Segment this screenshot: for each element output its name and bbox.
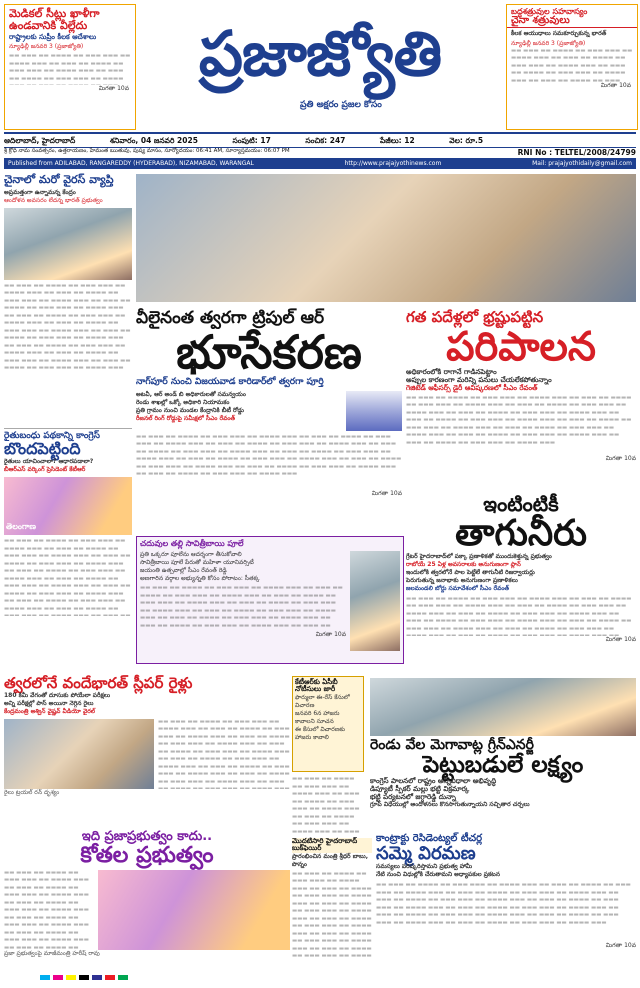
govt-body — [4, 870, 94, 950]
gov-body — [406, 395, 636, 455]
train-caption: రైలు ట్రయల్ రన్ దృశ్యం — [4, 788, 60, 796]
rythu-story — [4, 428, 132, 629]
reg-swatch — [118, 975, 128, 980]
bookfair-body — [292, 871, 372, 961]
rythu-body — [4, 538, 132, 616]
strike-body — [376, 882, 636, 942]
left-teaser-byline: న్యూఢిల్లీ జనవరి 3 (ప్రజాజ్యోతి) — [9, 43, 84, 51]
bookfair-head: మొదటిసారి హైదరాబాద్ బుక్‌ఫెయిర్ — [292, 838, 372, 853]
ktr-acb-l1: ఫార్ములా ఈ-రేస్ కేసులో విచారణ — [295, 693, 350, 709]
governance-story — [406, 310, 636, 490]
reg-swatch — [79, 975, 89, 980]
green-sub4: గ్రూప్ విధేయుల్లో ఆందోళనలు కొనసాగుతున్నాయని సచ్చితార చర్చలు — [370, 800, 530, 808]
train-sub1: 180 కిమీ వేగంతో దూసుకు పోయేలా పరీక్షలు — [4, 691, 111, 699]
tagline-text: ప్రతి అక్షరం ప్రజల కోసం — [300, 100, 382, 110]
savitribai-l1: ప్రతి ఒక్కరూ పూలేను ఆదర్శంగా తీసుకోవాలి — [140, 551, 242, 559]
green-sub3: భట్టి పర్యటనలో జగ్గారెడ్డి దున్నా — [370, 792, 456, 801]
reg-swatch — [53, 975, 63, 980]
lead-sub-row — [136, 391, 402, 431]
gov-sub1: అధికారంలోకి రాగానే గాడినపెట్టాం — [406, 367, 497, 376]
savitribai-photo — [350, 551, 400, 651]
train-head: త్వరలోనే వందేభారత్ స్లీపర్ రైళ్లు — [4, 674, 193, 692]
savitribai-l2: సావిత్రీబాయి పూలే పేరుతో మహిళా యూనివర్సిటీ — [140, 559, 254, 567]
china-virus-story — [4, 174, 132, 424]
water-sub2: రాబోయే 25 ఏళ్ల అవసరాలకు అనుగుణంగా ప్లాన్ — [406, 560, 521, 568]
green-big: పెట్టుబడులే లక్ష్యం — [422, 751, 584, 778]
top-event-photo — [136, 174, 636, 302]
bookfair-story — [292, 838, 372, 968]
green-top: రెండు వేల మెగావాట్ల గ్రీన్ఎనర్జీ — [370, 737, 534, 753]
left-teaser-headline: మెడికల్ సీట్లు ఖాళీగా ఉండవానికి వీల్లేదు — [9, 7, 100, 32]
dateline-volume: సంపుటి: 17 — [232, 136, 271, 145]
savitribai-head: చదువుల తల్లి సావిత్రీబాయి పూలే — [140, 539, 244, 548]
ktr-photo — [4, 477, 132, 535]
dateline-pages: పేజీలు: 12 — [379, 136, 415, 145]
strike-more: మిగతా 10వ — [605, 942, 636, 950]
green-sub2: డిప్యూటీ స్పీకర్ మల్లు భట్టి విక్రమార్క — [370, 784, 470, 793]
ktr-acb-body — [292, 776, 364, 836]
lead-body — [136, 434, 402, 490]
train-sub2: అన్ని పరీక్షల్లో పాస్ అయినా నెగ్గిన రైలు — [4, 699, 94, 707]
meeting-photo — [370, 678, 636, 736]
right-teaser-box — [506, 4, 638, 130]
water-sub3: ఇందులోకి త్వరలోనే పాల పెట్టేలే తాగునీటి రిజర్వాయర్లు — [406, 568, 535, 576]
rythu-sub-2: బీఆర్ఎస్ వర్కింగ్ ప్రెసిడెంట్ కేటీఆర్ — [4, 466, 86, 474]
savitribai-row — [137, 551, 403, 651]
right-teaser-body — [511, 48, 633, 82]
bookfair-sub: ప్రారంభించిన మంత్రి శ్రీధర్ బాబు, పొన్నం — [292, 852, 368, 868]
govt-photo — [98, 870, 290, 950]
lead-sub4: ప్రతి గ్రామం నుంచి మండల కేంద్రానికి బీటీ రోడ్డు — [136, 406, 245, 414]
water-big: తాగునీరు — [455, 513, 587, 554]
reg-swatch — [40, 975, 50, 980]
dateline-issue: సంచిక: 247 — [305, 136, 346, 145]
ktr-photo-caption: తెలంగాణ — [6, 522, 36, 532]
savitribai-box — [136, 536, 404, 664]
water-body — [406, 596, 636, 636]
train-sub3: కేంద్రమంత్రి అశ్విన్ వైష్ణవ్ వీడియో వైరల్ — [4, 707, 96, 715]
masthead-title: ప్రజాజ్యోతి — [198, 17, 442, 90]
left-teaser-body — [9, 53, 131, 85]
lead-small-headline: వీలైనంత త్వరగా ట్రిపుల్ ఆర్ — [136, 308, 325, 328]
lead-sub3: రెండు శాఖల్లో ఒక్కో అధికారి నియామకం — [136, 398, 230, 406]
gov-big: పరిపాలన — [446, 323, 596, 370]
china-photo — [4, 208, 132, 280]
gov-top: గత పదేళ్లలో భ్రష్టుపట్టిన — [406, 308, 544, 326]
gov-more: మిగతా 10వ — [605, 454, 636, 462]
strike-top: కాంట్రాక్టు రెసిడెంట్యల్ టీచర్ల — [376, 833, 483, 844]
savitribai-body — [140, 585, 346, 631]
ktr-acb-l3: ఈ కేసులో విచారణకు హాజరు కావాలి — [295, 725, 345, 741]
water-story — [406, 494, 636, 674]
panchang-line — [4, 147, 534, 156]
dateline-place: ఆదిలాబాద్, హైదరాబాద్ — [4, 136, 76, 145]
left-teaser-more: మిగతా 10వ — [98, 85, 129, 93]
govt-row — [4, 870, 290, 950]
train-story — [4, 676, 290, 826]
water-top: ఇంటింటికీ — [483, 492, 559, 516]
lead-sub2: అటవీ, ఆర్ అండ్ బి అధికారులతో సమన్వయం — [136, 390, 246, 398]
right-teaser-line2: కీలక ఆయుధాలు సమకూర్చుకున్న భారత్ — [511, 29, 607, 37]
right-teaser-more: మిగతా 10వ — [600, 81, 631, 89]
published-bar — [4, 158, 636, 169]
lead-sub1: నాగ్‌పూర్ నుంచి విజయవాడ కారిడార్‌లో త్వరగా పూర్తి — [136, 377, 324, 388]
mail-link[interactable]: Mail: prajajyothidaily@gmail.com — [532, 160, 632, 167]
reg-swatch — [92, 975, 102, 980]
website-link[interactable]: http://www.prajajyothinews.com — [344, 160, 442, 167]
water-sub4: పెరుగుతున్న జనాభాకు అనుగుణంగా ప్రణాళికలు — [406, 576, 518, 584]
lead-sub5: రీజనల్ రింగ్ రోడ్డుపై సమీక్షలో సీఎం రేవంత్ — [136, 414, 236, 422]
water-sub1: గ్రేటర్ హైదరాబాద్‌లో పక్కా ప్రణాళికతో ముందుకెళ్తున్న ప్రభుత్వం — [406, 552, 552, 560]
lead-big-headline: భూసేకరణ — [176, 324, 362, 379]
gov-sub3: గెజిటెడ్ ఆఫీసర్స్ డైరీ ఆవిష్కరణలో సీఎం రేవంత్ — [406, 383, 538, 392]
train-photo — [4, 719, 154, 789]
rythu-sub: రైతులు యాచించాలా? ఆధారపడాలా? — [4, 458, 94, 466]
lead-story — [136, 310, 402, 532]
ktr-acb-head: కేటీఆర్‌కు ఏసీబీ నోటీసులు జారీ — [295, 678, 338, 694]
govt-story — [4, 830, 290, 970]
reg-swatch — [105, 975, 115, 980]
china-headline: చైనాలో మరో వైరస్ వ్యాప్తి — [4, 173, 114, 186]
govt-top: ఇది ప్రజాప్రభుత్వం కాదు.. — [81, 829, 213, 844]
ktr-acb-l2: జనవరి 6న హాజరు కావాలని సూచన — [295, 709, 340, 725]
left-teaser-sub: రాష్ట్రాలకు సుప్రీం కీలక ఆదేశాలు — [9, 33, 97, 42]
right-teaser-headline: బద్ధశత్రువుల సహవాస్యం — [511, 7, 588, 16]
published-text: Published from ADILABAD, RANGAREDDY (HYDERABAD), NIZAMABAD, WARANGAL — [8, 160, 254, 167]
right-teaser-sub: చైనా శత్రువులు — [507, 16, 637, 28]
revanth-photo — [346, 391, 402, 431]
dateline-date: శనివారం, 04 జనవరి 2025 — [109, 136, 198, 145]
train-body — [158, 719, 290, 789]
china-body — [4, 283, 132, 401]
print-registration-bar — [40, 975, 128, 980]
savitribai-more: మిగతా 10వ — [315, 631, 346, 639]
masthead-tagline — [300, 100, 500, 112]
savitribai-l3: జయంతి ఉత్సవాల్లో సీఎం రేవంత్ రెడ్డి — [140, 567, 227, 575]
train-row — [4, 719, 290, 789]
rythu-headline: రైతుబంధు పథకాన్ని కాంగ్రెస్ — [4, 431, 100, 441]
china-subhead: అప్రమత్తంగా ఉన్నామన్న కేంద్రం — [4, 188, 76, 196]
govt-big: కోతల ప్రభుత్వం — [80, 842, 214, 868]
savitribai-l4: అణగారిన వర్గాల అభ్యున్నతి కోసం పోరాటం: సీతక్క — [140, 575, 260, 583]
reg-swatch — [66, 975, 76, 980]
panchang-text: శ్రీ క్రోధి నామ సంవత్సరం, ఉత్తరాయణం, హేమంత ఋతువు, పుష్య మాసం, సూర్యోదయం: 06:41 AM, సూర్యాస్తమయం: 06:07 PM — [4, 148, 290, 154]
china-subhead-2: ఆందోళన అవసరం లేదన్న భారత్ ప్రభుత్వం — [4, 196, 103, 204]
left-teaser-box — [4, 4, 136, 130]
masthead-logo — [142, 8, 498, 100]
strike-story — [376, 834, 636, 970]
strike-sub2: నేటి నుంచి విధుల్లోకి చేరుతామని అధ్యాపకుల ప్రకటన — [376, 871, 501, 879]
strike-big: సమ్మె విరమణ — [376, 842, 476, 864]
right-teaser-byline: న్యూఢిల్లీ జనవరి 3 (ప్రజాజ్యోతి) — [511, 39, 586, 47]
strike-sub1: సమస్యలు పరిష్కరిస్తామని ప్రభుత్వ హామీ — [376, 863, 473, 871]
water-more: మిగతా 10వ — [605, 635, 636, 643]
green-sub1: కాంగ్రెస్ పాలనలో రాష్ట్రం అన్నివిధాలా అభివృద్ధి — [370, 776, 497, 785]
rythu-big-headline: బొందపెట్టింది — [4, 439, 81, 459]
dateline-price: వెల: రూ.5 — [449, 136, 484, 145]
gov-sub2: అప్పుల కారణంగా మరిన్ని పనులు చేయలేకపోతున్నాం — [406, 375, 552, 384]
water-sub5: జలమండలి బోర్డు సమావేశంలో సీఎం రేవంత్ — [406, 584, 510, 592]
ktr-acb-box — [292, 676, 364, 772]
dateline-rni: RNI No : TELTEL/2008/24799 — [517, 148, 636, 157]
govt-caption: ప్రజా ప్రభుత్వంపై మాజీమంత్రి హరీష్ రావు — [4, 949, 100, 957]
green-energy-story — [370, 738, 636, 832]
lead-more: మిగతా 10వ — [371, 489, 402, 497]
